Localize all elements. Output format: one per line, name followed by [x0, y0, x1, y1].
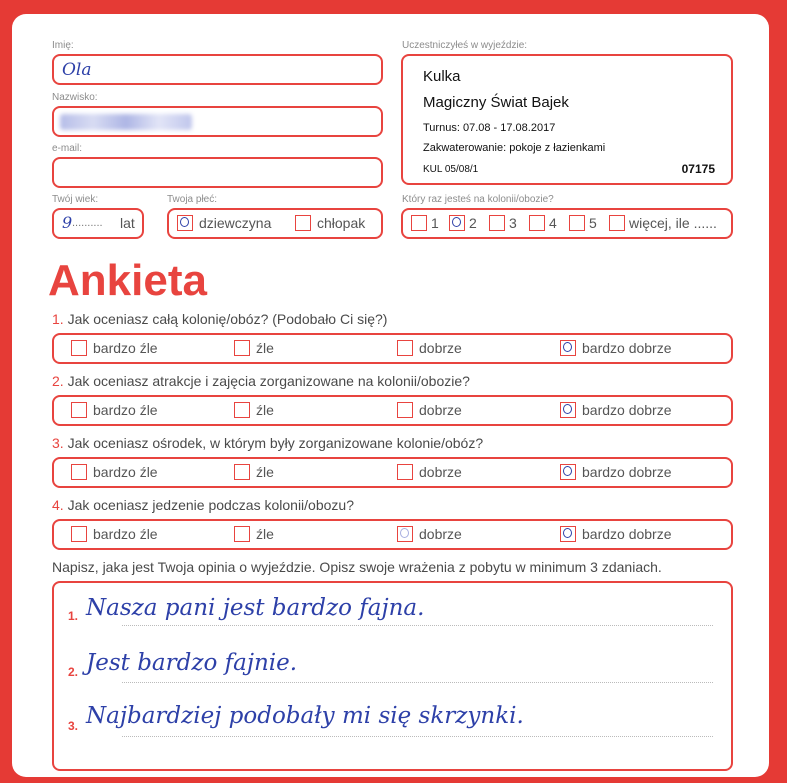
answer-label: bardzo dobrze: [582, 526, 672, 542]
writing-line: [122, 682, 713, 683]
answer-option[interactable]: [397, 340, 462, 356]
answer-label: źle: [256, 464, 274, 480]
times-option-label: 1: [431, 215, 439, 231]
age-dots: ..........: [72, 217, 103, 229]
question-4: [52, 497, 354, 513]
age-label: Twój wiek:: [52, 194, 99, 205]
opinion-sentence-2: Jest bardzo fajnie.: [86, 650, 298, 676]
times-option-label: 5: [589, 215, 597, 231]
check-mark-icon: [563, 342, 572, 352]
times-checkbox[interactable]: [609, 215, 625, 231]
times-option-label: 2: [469, 215, 477, 231]
check-mark-icon: [180, 217, 189, 227]
answer-checkbox[interactable]: [234, 340, 250, 356]
times-checkbox[interactable]: [411, 215, 427, 231]
times-option-1[interactable]: [411, 215, 439, 231]
answer-row-2: [52, 395, 733, 426]
answer-checkbox[interactable]: [560, 340, 576, 356]
boy-label: chłopak: [317, 215, 366, 231]
answer-option[interactable]: [560, 340, 672, 356]
girl-label: dziewczyna: [199, 215, 272, 231]
answer-label: bardzo źle: [93, 526, 158, 542]
times-option-label: 4: [549, 215, 557, 231]
answer-label: dobrze: [419, 340, 462, 356]
survey-title: Ankieta: [48, 256, 207, 305]
accommodation-row: [423, 142, 605, 154]
gender-option-girl[interactable]: [177, 215, 271, 231]
answer-label: bardzo źle: [93, 464, 158, 480]
email-field[interactable]: [52, 157, 383, 188]
email-label: e-mail:: [52, 143, 83, 154]
surname-field[interactable]: [52, 106, 383, 137]
answer-option[interactable]: [397, 402, 462, 418]
gender-label: Twoja płeć:: [167, 194, 218, 205]
question-2: [52, 373, 470, 389]
boy-checkbox[interactable]: [295, 215, 311, 231]
girl-checkbox[interactable]: [177, 215, 193, 231]
name-label: Imię:: [52, 40, 74, 51]
age-unit: lat: [120, 215, 135, 231]
times-field: [401, 208, 733, 239]
answer-checkbox[interactable]: [71, 526, 87, 542]
times-checkbox[interactable]: [529, 215, 545, 231]
times-label: Który raz jesteś na kolonii/obozie?: [402, 194, 554, 205]
answer-row-1: [52, 333, 733, 364]
answer-checkbox[interactable]: [560, 402, 576, 418]
answer-option[interactable]: [234, 526, 274, 542]
camp-name: Kulka: [423, 68, 461, 85]
trip-label: Uczestniczyłeś w wyjeździe:: [402, 40, 528, 51]
answer-label: bardzo dobrze: [582, 464, 672, 480]
opinion-sentence-3: Najbardziej podobały mi się skrzynki.: [86, 703, 524, 729]
answer-label: bardzo źle: [93, 402, 158, 418]
trip-info-box: [401, 54, 733, 185]
answer-option[interactable]: [71, 526, 158, 542]
question-text: Jak oceniasz atrakcje i zajęcia zorganizowane na kolonii/obozie?: [67, 373, 470, 389]
answer-checkbox[interactable]: [234, 526, 250, 542]
times-more-label: więcej, ile ......: [629, 215, 717, 231]
answer-row-4: [52, 519, 733, 550]
surname-label: Nazwisko:: [52, 92, 98, 103]
opinion-box[interactable]: [52, 581, 733, 771]
answer-option[interactable]: [397, 526, 462, 542]
answer-label: bardzo dobrze: [582, 340, 672, 356]
answer-checkbox[interactable]: [560, 526, 576, 542]
opinion-prompt: Napisz, jaka jest Twoja opinia o wyjeździe. Opisz swoje wrażenia z pobytu w minimum 3 zdaniach.: [52, 559, 662, 575]
answer-row-3: [52, 457, 733, 488]
answer-label: źle: [256, 340, 274, 356]
answer-checkbox[interactable]: [234, 402, 250, 418]
opinion-sentence-1: Nasza pani jest bardzo fajna.: [86, 595, 425, 621]
answer-checkbox[interactable]: [71, 340, 87, 356]
writing-line: [122, 625, 713, 626]
answer-checkbox[interactable]: [71, 464, 87, 480]
answer-label: bardzo źle: [93, 340, 158, 356]
answer-option[interactable]: [560, 402, 672, 418]
times-checkbox[interactable]: [489, 215, 505, 231]
answer-checkbox[interactable]: [397, 340, 413, 356]
check-mark-icon: [563, 466, 572, 476]
turnus-row: [423, 122, 555, 134]
opinion-number: 2.: [68, 665, 79, 679]
answer-checkbox[interactable]: [71, 402, 87, 418]
answer-option[interactable]: [234, 402, 274, 418]
redacted-surname: [60, 114, 192, 130]
survey-sheet: [12, 14, 769, 777]
answer-option[interactable]: [397, 464, 462, 480]
age-field[interactable]: [52, 208, 144, 239]
check-mark-icon: [563, 528, 572, 538]
times-option-2[interactable]: [449, 215, 477, 231]
times-option-3[interactable]: [489, 215, 517, 231]
answer-label: bardzo dobrze: [582, 402, 672, 418]
times-option-4[interactable]: [529, 215, 557, 231]
answer-option[interactable]: [560, 526, 672, 542]
answer-label: dobrze: [419, 402, 462, 418]
answer-option[interactable]: [71, 340, 158, 356]
answer-option[interactable]: [234, 340, 274, 356]
answer-option[interactable]: [234, 464, 274, 480]
question-1: [52, 311, 387, 327]
turnus-label: Turnus:: [423, 122, 460, 134]
answer-option[interactable]: [71, 402, 158, 418]
faint-mark-icon: [400, 528, 409, 538]
accommodation-label: Zakwaterowanie:: [423, 142, 507, 154]
check-mark-icon: [452, 217, 461, 227]
times-option-label: 3: [509, 215, 517, 231]
question-text: Jak oceniasz ośrodek, w którym były zorganizowane kolonie/obóz?: [67, 435, 484, 451]
answer-checkbox[interactable]: [234, 464, 250, 480]
trip-number: 07175: [681, 162, 715, 176]
answer-label: źle: [256, 402, 274, 418]
question-text: Jak oceniasz całą kolonię/obóz? (Podobało Ci się?): [67, 311, 388, 327]
opinion-number: 1.: [68, 609, 79, 623]
accommodation-value: pokoje z łazienkami: [509, 142, 606, 154]
turnus-value: 07.08 - 17.08.2017: [462, 122, 556, 134]
answer-label: dobrze: [419, 526, 462, 542]
question-3: [52, 435, 483, 451]
answer-option[interactable]: [71, 464, 158, 480]
answer-checkbox[interactable]: [397, 526, 413, 542]
times-checkbox[interactable]: [569, 215, 585, 231]
gender-field: [167, 208, 383, 239]
times-option-5[interactable]: [569, 215, 597, 231]
times-option-more[interactable]: [609, 215, 717, 231]
name-value: Ola: [62, 60, 92, 80]
check-mark-icon: [563, 404, 572, 414]
program-name: Magiczny Świat Bajek: [423, 94, 569, 111]
answer-option[interactable]: [560, 464, 672, 480]
age-value: 9: [62, 213, 73, 232]
times-checkbox[interactable]: [449, 215, 465, 231]
question-number: 4.: [52, 497, 64, 513]
name-field[interactable]: [52, 54, 383, 85]
opinion-number: 3.: [68, 719, 79, 733]
question-number: 1.: [52, 311, 64, 327]
trip-code: KUL 05/08/1: [423, 164, 479, 175]
answer-label: źle: [256, 526, 274, 542]
question-text: Jak oceniasz jedzenie podczas kolonii/obozu?: [67, 497, 354, 513]
question-number: 2.: [52, 373, 64, 389]
writing-line: [122, 736, 713, 737]
answer-label: dobrze: [419, 464, 462, 480]
answer-checkbox[interactable]: [397, 464, 413, 480]
question-number: 3.: [52, 435, 64, 451]
gender-option-boy[interactable]: [295, 215, 365, 231]
answer-checkbox[interactable]: [560, 464, 576, 480]
answer-checkbox[interactable]: [397, 402, 413, 418]
